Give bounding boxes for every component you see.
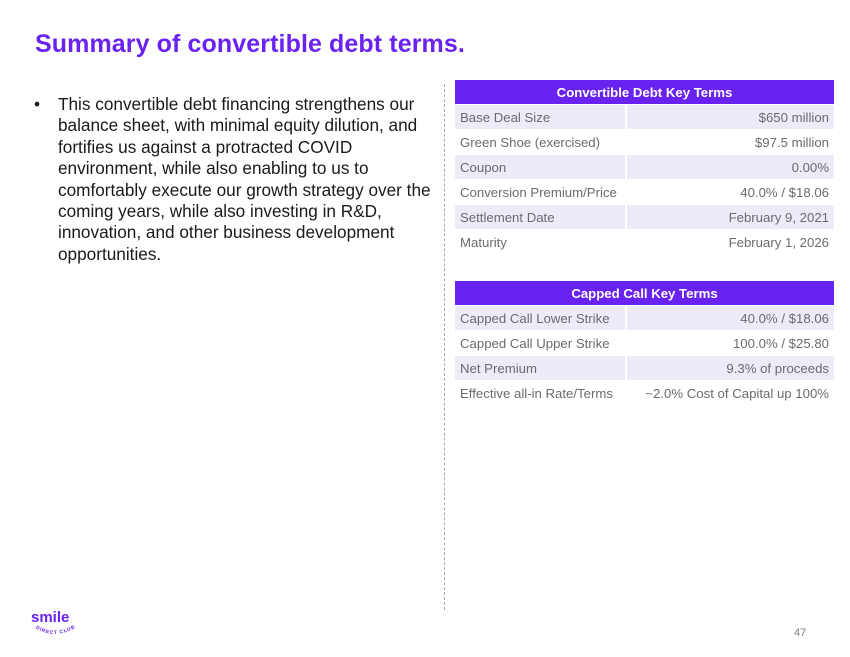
bullet-item — [34, 94, 434, 265]
term-value: 40.0% / $18.06 — [627, 306, 834, 330]
table-row — [455, 230, 834, 254]
table-row — [455, 180, 834, 204]
table-row — [455, 205, 834, 229]
term-label: Capped Call Upper Strike — [455, 331, 627, 355]
term-label: Green Shoe (exercised) — [455, 130, 627, 154]
table-row — [455, 356, 834, 380]
logo-tagline: DIRECT CLUB — [34, 624, 77, 637]
term-value: February 9, 2021 — [627, 205, 834, 229]
term-value: $97.5 million — [754, 134, 829, 150]
term-value: ~2.0% Cost of Capital up 100% — [645, 385, 829, 401]
table-row — [455, 381, 834, 405]
term-label: Conversion Premium/Price — [455, 180, 627, 204]
term-value: $650 million — [627, 105, 834, 129]
capped-call-table — [455, 280, 834, 406]
term-label: Net Premium — [455, 356, 627, 380]
table-row — [455, 306, 834, 330]
table-row — [455, 331, 834, 355]
term-value: 100.0% / $25.80 — [732, 335, 829, 351]
logo-word: smile — [31, 609, 70, 626]
convertible-debt-header: Convertible Debt Key Terms — [455, 80, 834, 104]
smile-direct-club-logo — [30, 606, 90, 644]
vertical-divider — [444, 84, 445, 610]
table-row — [455, 105, 834, 129]
bullet-text: This convertible debt financing strengthens our balance sheet, with minimal equity dilution, and fortifies us against a protracted COVID environment, while also enabling to us to comfortably execute our growth strategy over the coming years, while also investing in R&D, innovation, and other business development opportunities. — [58, 94, 431, 264]
term-value: 0.00% — [627, 155, 834, 179]
convertible-debt-table — [455, 79, 834, 255]
table-row — [455, 155, 834, 179]
term-label: Effective all-in Rate/Terms — [455, 381, 627, 405]
page-title: Summary of convertible debt terms. — [35, 30, 465, 58]
bullet-list — [34, 94, 434, 265]
capped-call-header: Capped Call Key Terms — [455, 281, 834, 305]
term-value: February 1, 2026 — [728, 234, 829, 250]
term-label: Coupon — [455, 155, 627, 179]
term-label: Base Deal Size — [455, 105, 627, 129]
term-label: Capped Call Lower Strike — [455, 306, 627, 330]
page-number: 47 — [794, 627, 807, 639]
bullet-marker: • — [34, 94, 41, 114]
term-value: 40.0% / $18.06 — [740, 184, 829, 200]
term-label: Maturity — [455, 230, 627, 254]
term-value: 9.3% of proceeds — [627, 356, 834, 380]
term-label: Settlement Date — [455, 205, 627, 229]
table-row — [455, 130, 834, 154]
